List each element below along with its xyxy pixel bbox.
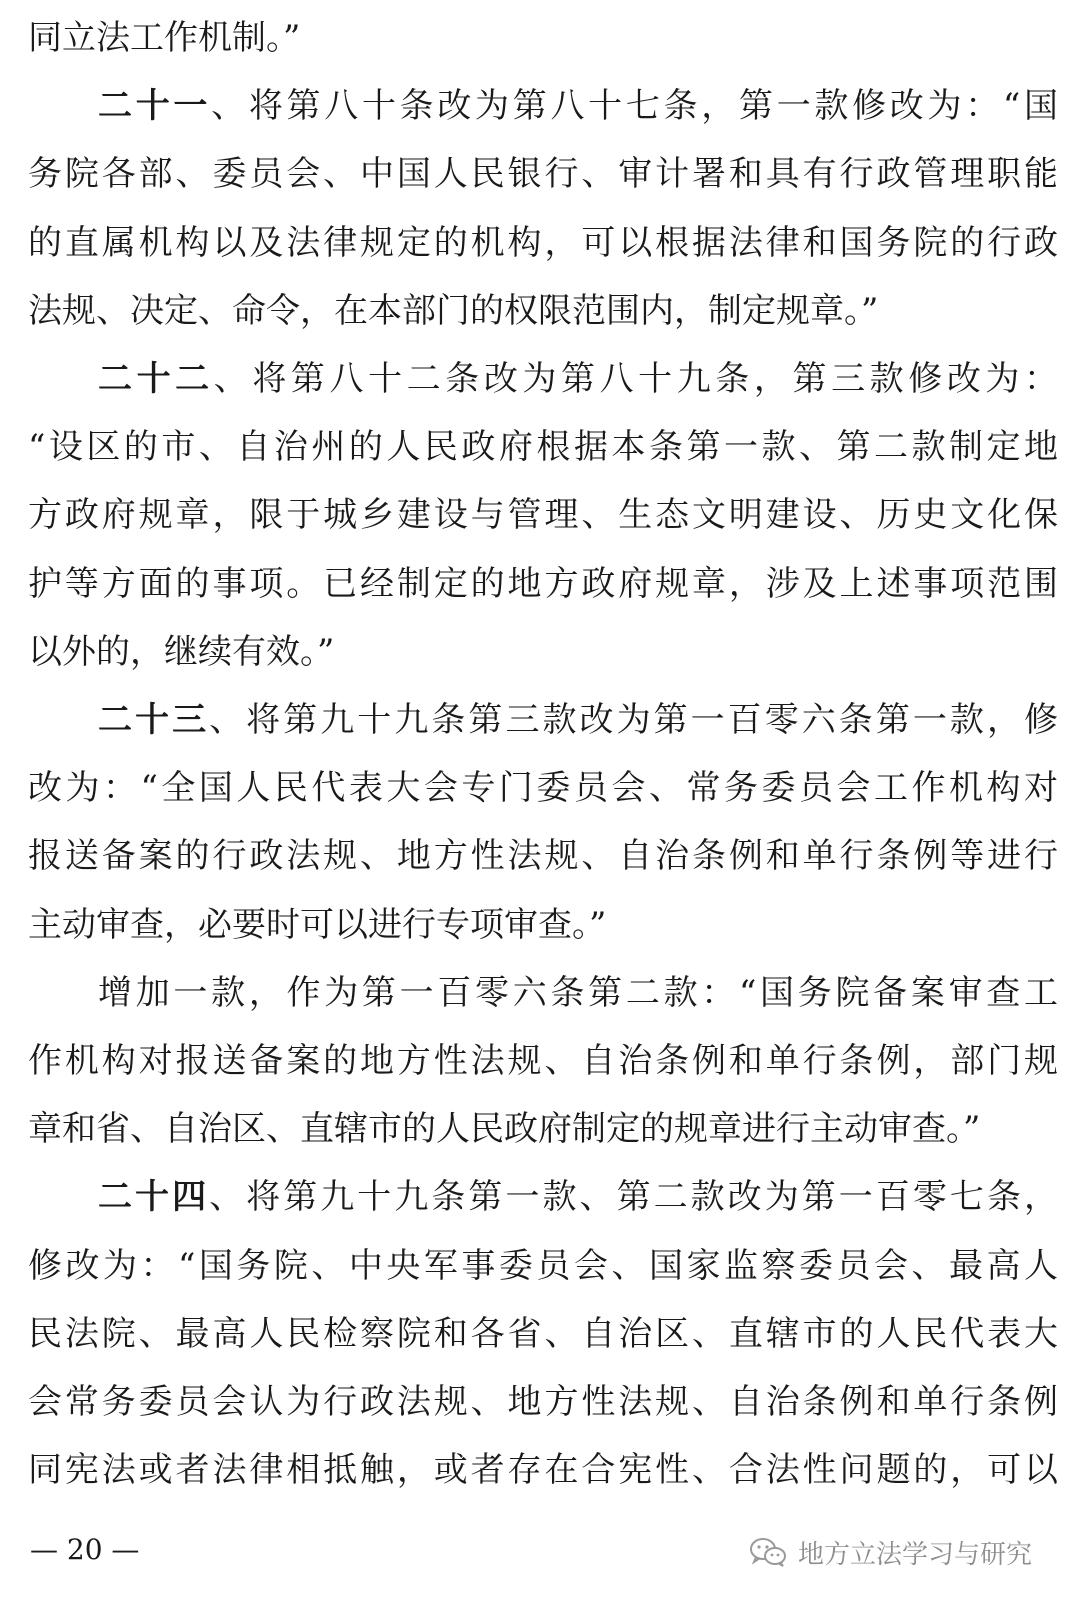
text-line: 报送备案的行政法规、地方性法规、自治条例和单行条例等进行 xyxy=(28,836,1058,877)
text-line: 同立法工作机制。” xyxy=(28,18,301,58)
text-line: 民法院、最高人民检察院和各省、自治区、直辖市的人民代表大 xyxy=(28,1313,1058,1354)
text-line: 务院各部、委员会、中国人民银行、审计署和具有行政管理职能 xyxy=(28,154,1058,195)
text-line: 以外的，继续有效。” xyxy=(28,631,335,672)
article-number: 二十三 xyxy=(98,700,210,740)
text-line xyxy=(98,349,1058,409)
text-line xyxy=(98,1167,1058,1227)
wechat-icon xyxy=(748,1536,788,1568)
article-number: 二十四 xyxy=(98,1177,210,1218)
text-line: 作机构对报送备案的地方性法规、自治条例和单行条例，部门规 xyxy=(28,1041,1058,1081)
text-line: 法规、决定、命令，在本部门的权限范围内，制定规章。” xyxy=(28,290,879,331)
watermark xyxy=(748,1532,1032,1572)
text-line: 增加一款，作为第一百零六条第二款：“国务院备案审查工 xyxy=(98,972,1058,1013)
text-line: 改为：“全国人民代表大会专门委员会、常务委员会工作机构对 xyxy=(28,768,1058,809)
line-text: 、将第九十九条第一款、第二款改为第一百零七条， xyxy=(209,1177,1059,1218)
text-line: 章和省、自治区、直辖市的人民政府制定的规章进行主动审查。” xyxy=(28,1109,981,1150)
watermark-text: 地方立法学习与研究 xyxy=(797,1539,1032,1570)
text-line: 修改为：“国务院、中央军事委员会、国家监察委员会、最高人 xyxy=(28,1245,1058,1286)
text-line xyxy=(98,690,1058,750)
article-number: 二十二 xyxy=(98,359,214,399)
line-text: 、将第八十二条改为第八十九条，第三款修改为： xyxy=(213,359,1058,399)
text-line: 的直属机构以及法律规定的机构，可以根据法律和国务院的行政 xyxy=(28,222,1058,263)
text-line: 会常务委员会认为行政法规、地方性法规、自治条例和单行条例 xyxy=(28,1382,1058,1422)
line-text: 、将第八十条改为第八十七条，第一款修改为：“国 xyxy=(211,86,1059,127)
line-text: 、将第九十九条第三款改为第一百零六条第一款，修 xyxy=(209,700,1059,740)
article-number: 二十一 xyxy=(98,86,212,127)
text-line: “设区的市、自治州的人民政府根据本条第一款、第二款制定地 xyxy=(28,427,1058,468)
page-number: — 20 — xyxy=(30,1533,140,1566)
text-line: 同宪法或者法律相抵触，或者存在合宪性、合法性问题的，可以 xyxy=(28,1450,1058,1491)
text-line: 方政府规章，限于城乡建设与管理、生态文明建设、历史文化保 xyxy=(28,495,1058,536)
text-line: 护等方面的事项。已经制定的地方政府规章，涉及上述事项范围 xyxy=(28,563,1058,604)
text-line xyxy=(98,76,1058,136)
text-line: 主动审查，必要时可以进行专项审查。” xyxy=(28,904,607,945)
